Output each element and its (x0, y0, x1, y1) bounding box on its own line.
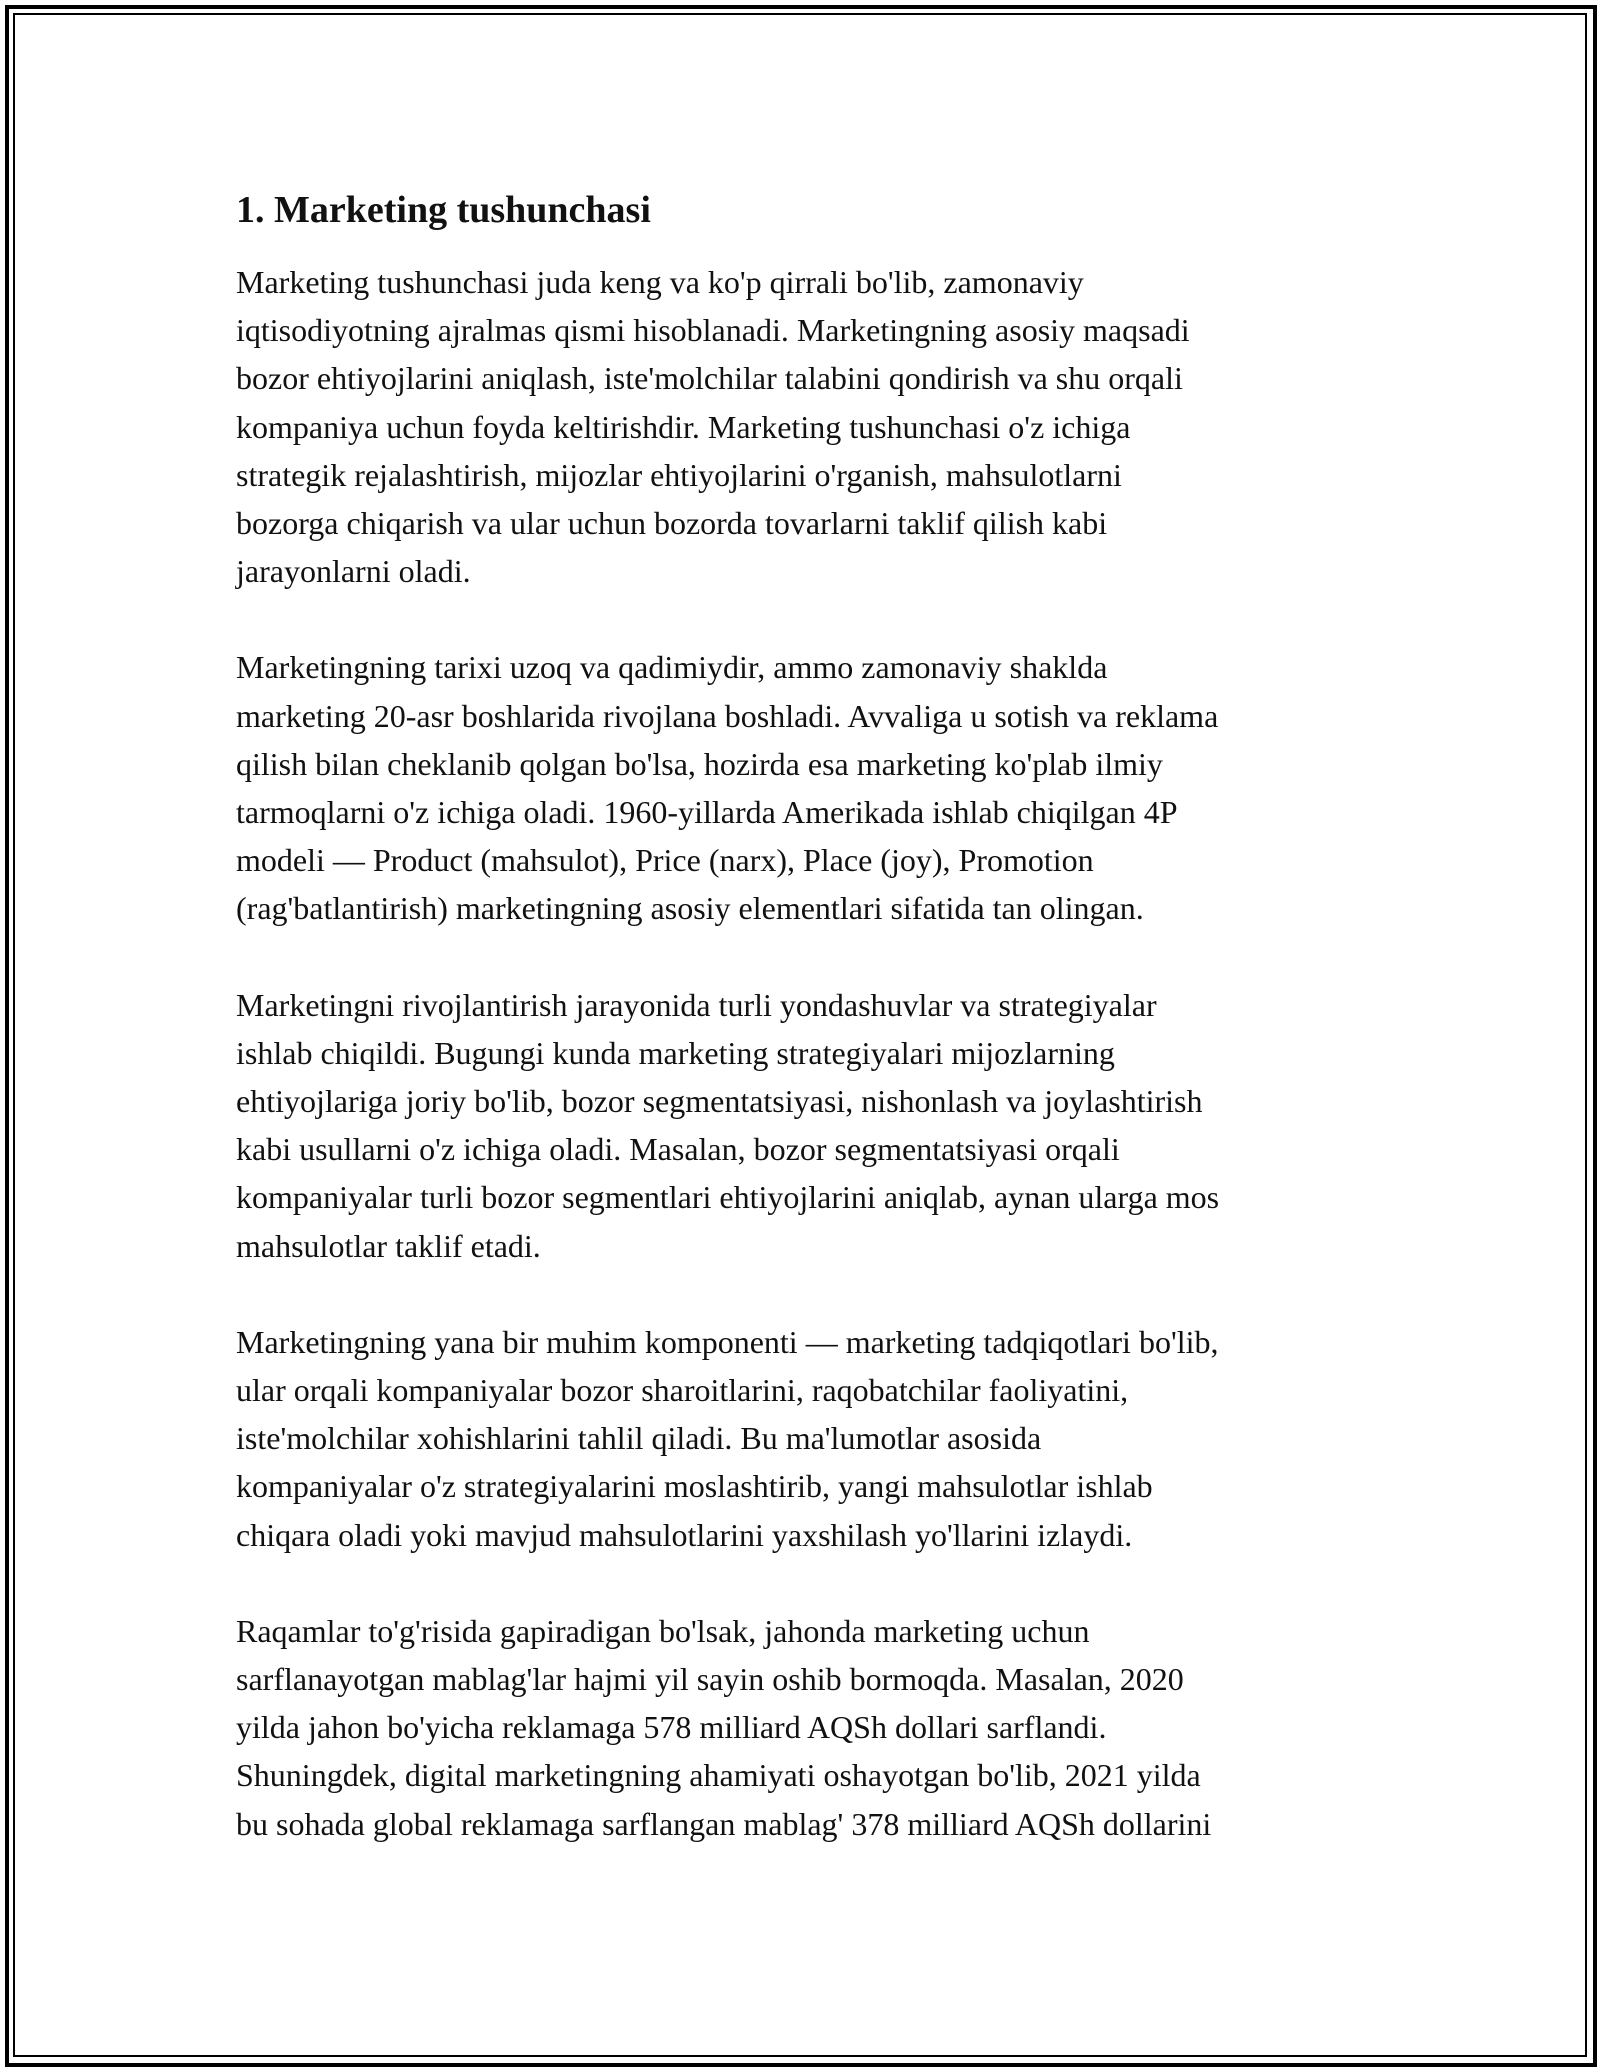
paragraph-line: sarflanayotgan mablag'lar hajmi yil sayin oshib bormoqda. Masalan, 2020 (236, 1661, 1184, 1698)
paragraph-2 (236, 643, 1396, 932)
paragraph-line: marketing 20-asr boshlarida rivojlana boshladi. Avvaliga u sotish va reklama (236, 697, 1219, 734)
paragraph-line: mahsulotlar taklif etadi. (236, 1227, 541, 1264)
paragraph-line: bozorga chiqarish va ular uchun bozorda tovarlarni taklif qilish kabi (236, 505, 1108, 542)
document-body (236, 186, 1396, 1896)
paragraph-line: kompaniyalar o'z strategiyalarini moslashtirib, yangi mahsulotlar ishlab (236, 1468, 1153, 1505)
paragraph-line: strategik rejalashtirish, mijozlar ehtiyojlarini o'rganish, mahsulotlarni (236, 456, 1122, 493)
paragraph-line: bozor ehtiyojlarini aniqlash, iste'molchilar talabini qondirish va shu orqali (236, 360, 1183, 397)
paragraph-1 (236, 258, 1396, 595)
paragraph-line: chiqara oladi yoki mavjud mahsulotlarini yaxshilash yo'llarini izlaydi. (236, 1516, 1133, 1553)
paragraph-3 (236, 981, 1396, 1270)
paragraph-line: Marketingning tarixi uzoq va qadimiydir, ammo zamonaviy shaklda (236, 649, 1108, 686)
paragraph-line: ular orqali kompaniyalar bozor sharoitlarini, raqobatchilar faoliyatini, (236, 1372, 1129, 1409)
paragraph-line: yilda jahon bo'yicha reklamaga 578 milliard AQSh dollari sarflandi. (236, 1709, 1107, 1746)
paragraph-line: Shuningdek, digital marketingning ahamiyati oshayotgan bo'lib, 2021 yilda (236, 1757, 1201, 1794)
paragraph-line: kompaniyalar turli bozor segmentlari ehtiyojlarini aniqlab, aynan ularga mos (236, 1179, 1220, 1216)
paragraph-4 (236, 1318, 1396, 1559)
paragraph-line: Marketingning yana bir muhim komponenti — marketing tadqiqotlari bo'lib, (236, 1323, 1219, 1360)
paragraph-line: (rag'batlantirish) marketingning asosiy elementlari sifatida tan olingan. (236, 890, 1144, 927)
paragraph-line: kompaniya uchun foyda keltirishdir. Marketing tushunchasi o'z ichiga (236, 408, 1131, 445)
paragraph-line: bu sohada global reklamaga sarflangan mablag' 378 milliard AQSh dollarini (236, 1805, 1212, 1842)
section-heading: 1. Marketing tushunchasi (236, 189, 651, 231)
paragraph-line: jarayonlarni oladi. (236, 553, 471, 590)
paragraph-line: Marketing tushunchasi juda keng va ko'p qirrali bo'lib, zamonaviy (236, 264, 1084, 300)
paragraph-line: tarmoqlarni o'z ichiga oladi. 1960-yillarda Amerikada ishlab chiqilgan 4P (236, 794, 1178, 831)
paragraph-line: iste'molchilar xohishlarini tahlil qiladi. Bu ma'lumotlar asosida (236, 1420, 1042, 1457)
paragraph-line: modeli — Product (mahsulot), Price (narx), Place (joy), Promotion (236, 842, 1094, 879)
paragraph-line: kabi usullarni o'z ichiga oladi. Masalan, bozor segmentatsiyasi orqali (236, 1131, 1120, 1168)
paragraph-line: Marketingni rivojlantirish jarayonida turli yondashuvlar va strategiyalar (236, 986, 1157, 1023)
paragraph-line: qilish bilan cheklanib qolgan bo'lsa, hozirda esa marketing ko'plab ilmiy (236, 745, 1163, 782)
paragraph-5 (236, 1607, 1396, 1848)
paragraph-line: iqtisodiyotning ajralmas qismi hisoblanadi. Marketingning asosiy maqsadi (236, 312, 1190, 349)
paragraph-line: ishlab chiqildi. Bugungi kunda marketing strategiyalari mijozlarning (236, 1034, 1115, 1071)
paragraph-line: ehtiyojlariga joriy bo'lib, bozor segmentatsiyasi, nishonlash va joylashtirish (236, 1083, 1203, 1120)
paragraph-line: Raqamlar to'g'risida gapiradigan bo'lsak, jahonda marketing uchun (236, 1612, 1090, 1649)
